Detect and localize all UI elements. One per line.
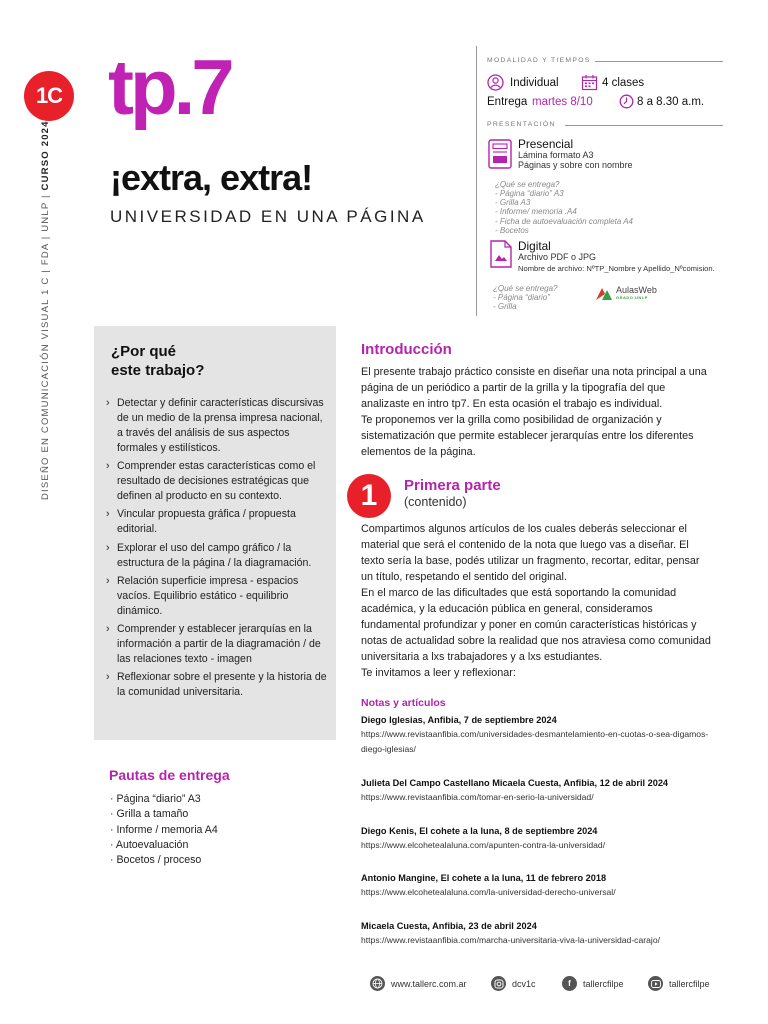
presencial-items xyxy=(495,189,633,235)
note-item xyxy=(361,871,721,900)
note-link[interactable]: https://www.elcohetealaluna.com/apunten-contra-la-universidad/ xyxy=(361,840,606,850)
footer-web-label: www.tallerc.com.ar xyxy=(391,978,467,989)
why-item: › Detectar y definir características discursivas de un medio de la prensa impresa nacional, a través del análisis de sus aspectos formales y estilísticos. xyxy=(106,396,328,456)
why-item: › Explorar el uso del campo gráfico / la estructura de la página / la diagramación. xyxy=(106,541,328,571)
note-link[interactable]: https://www.revistaanfibia.com/universidades-desmantelamiento-en-cuotas-o-sea-digamos-diego-iglesias/ xyxy=(361,729,709,754)
notes-heading: Notas y artículos xyxy=(361,697,446,709)
why-title xyxy=(111,342,204,380)
modalidad-label: MODALIDAD Y TIEMPOS xyxy=(487,57,591,64)
note-link[interactable]: https://www.revistaanfibia.com/tomar-en-serio-la-universidad/ xyxy=(361,792,594,802)
pautas-title: Pautas de entrega xyxy=(109,767,230,783)
note-item xyxy=(361,919,721,948)
why-item: › Relación superficie impresa - espacios vacíos. Equilibrio estático - equilibrio dinámico. xyxy=(106,574,328,619)
paragraph: En el marco de las dificultades que está soportando la comunidad académica, y la educación pública en general, consideramos fundamental profundizar y poner en común características históricas y notas de actualidad sobre la realidad que nos atraviesa como comunidad universitaria a lxs trabajadores y a lxs estudiantes. xyxy=(361,587,711,663)
headline: ¡extra, extra! xyxy=(110,157,313,198)
intro-text xyxy=(361,364,711,460)
deliverable-item: - Grilla A3 xyxy=(495,198,531,208)
digital-items xyxy=(493,293,550,311)
deliverable-item: - Página “diario” A3 xyxy=(495,189,564,198)
calendar-icon xyxy=(581,74,598,91)
note-link[interactable]: https://www.revistaanfibia.com/marcha-universitaria-viva-la-universidad-carajo/ xyxy=(361,935,660,945)
note-title: Micaela Cuesta, Anfibia, 23 de abril 2024 xyxy=(361,921,537,931)
presencial-line2: Páginas y sobre con nombre xyxy=(518,160,633,170)
divider xyxy=(565,125,723,126)
digital-line2: Nombre de archivo: NºTP_Nombre y Apellido_Nºcomision. xyxy=(518,264,715,273)
pautas-item: · Bocetos / proceso xyxy=(110,853,218,868)
note-item xyxy=(361,824,721,853)
deliverable-item: - Bocetos xyxy=(495,225,529,235)
user-icon xyxy=(487,74,504,91)
paragraph: Te invitamos a leer y reflexionar: xyxy=(361,667,516,679)
why-item: › Comprender y establecer jerarquías en la información a partir de la diagramación / de las relaciones texto - imagen xyxy=(106,622,328,667)
vertical-course-label xyxy=(40,80,51,500)
deliverable-item: - Informe/ memoria .A4 xyxy=(495,207,577,217)
part1-subtitle: (contenido) xyxy=(404,495,467,509)
intro-title: Introducción xyxy=(361,341,452,358)
why-list xyxy=(106,396,328,703)
why-item: › Vincular propuesta gráfica / propuesta editorial. xyxy=(106,507,328,537)
part1-text xyxy=(361,521,711,681)
divider xyxy=(595,61,723,62)
footer-facebook-label: tallercfilpe xyxy=(583,978,624,989)
paragraph: Te proponemos ver la grilla como posibilidad de organización y sistematización que permite establecer jerarquías entre los diferentes elementos de la página. xyxy=(361,414,694,458)
aulasweb-icon xyxy=(595,287,613,301)
note-link[interactable]: https://www.elcohetealaluna.com/la-universidad-derecho-universal/ xyxy=(361,887,616,897)
info-panel xyxy=(476,46,726,316)
footer-youtube[interactable] xyxy=(648,976,710,991)
part-number-badge: 1 xyxy=(347,474,391,518)
pautas-list xyxy=(110,792,218,868)
digital-question: ¿Qué se entrega? xyxy=(493,284,558,293)
deliverable-item: - Página “diario” xyxy=(493,293,550,302)
digital-line1: Archivo PDF o JPG xyxy=(518,252,597,262)
youtube-icon xyxy=(648,976,663,991)
why-item: › Reflexionar sobre el presente y la historia de la comunidad universitaria. xyxy=(106,670,328,700)
entrega-date: martes 8/10 xyxy=(532,96,593,108)
printed-sheet-icon xyxy=(488,139,512,169)
aulasweb-sub: GRADO UNLP xyxy=(616,295,648,300)
presencial-title: Presencial xyxy=(518,137,574,151)
facebook-icon: f xyxy=(562,976,577,991)
pautas-item: · Informe / memoria A4 xyxy=(110,823,218,838)
presencial-line1: Lámina formato A3 xyxy=(518,150,594,160)
note-item xyxy=(361,713,721,757)
instagram-icon xyxy=(491,976,506,991)
page-title: tp.7 xyxy=(108,43,231,131)
aulasweb-logo[interactable] xyxy=(595,286,657,302)
pautas-item: · Autoevaluación xyxy=(110,838,218,853)
presentacion-label: PRESENTACIÓN xyxy=(487,121,556,128)
course-badge: 1C xyxy=(24,71,74,121)
footer xyxy=(370,976,730,994)
presencial-question: ¿Qué se entrega? xyxy=(495,180,560,189)
aulasweb-name: AulasWeb xyxy=(616,285,657,295)
why-title-line1: ¿Por qué xyxy=(111,343,177,360)
footer-web[interactable] xyxy=(370,976,467,991)
note-title: Julieta Del Campo Castellano Micaela Cuesta, Anfibia, 12 de abril 2024 xyxy=(361,778,669,788)
deliverable-item: - Ficha de autoevaluación completa A4 xyxy=(495,216,634,226)
entrega-time: 8 a 8.30 a.m. xyxy=(637,96,705,108)
note-title: Antonio Mangine, El cohete a la luna, 11 de febrero 2018 xyxy=(361,873,607,883)
footer-instagram-label: dcv1c xyxy=(512,978,536,989)
subtitle: UNIVERSIDAD EN UNA PÁGINA xyxy=(110,207,426,226)
paragraph: Compartimos algunos artículos de los cuales deberás seleccionar el material que será el contenido de la nota que luego vas a diseñar. El texto sería la base, podés utilizar un fragmento, recortar, editar, pensar un título, respetando el sentido del original. xyxy=(361,523,700,583)
digital-title: Digital xyxy=(518,239,551,253)
note-title: Diego Kenis, El cohete a la luna, 8 de septiembre 2024 xyxy=(361,826,598,836)
footer-facebook[interactable] xyxy=(562,976,624,991)
why-box xyxy=(94,326,336,740)
modalidad-clases: 4 clases xyxy=(602,77,645,89)
clock-icon xyxy=(619,94,634,109)
globe-icon xyxy=(370,976,385,991)
vertical-course-prefix: DISEÑO EN COMUNICACIÓN VISUAL 1 C | FDA | UNLP | xyxy=(40,190,51,500)
entrega-label: Entrega xyxy=(487,96,528,108)
pautas-item: · Página “diario” A3 xyxy=(110,792,218,807)
note-item xyxy=(361,776,721,805)
paragraph: El presente trabajo práctico consiste en diseñar una nota principal a una página de un periódico a partir de la grilla y la tipografía del que analizaste en intro tp7. En esta ocasión el trabajo es individual. xyxy=(361,366,707,410)
footer-instagram[interactable] xyxy=(491,976,536,991)
pautas-item: · Grilla a tamaño xyxy=(110,807,218,822)
vertical-course-year: CURSO 2024 xyxy=(40,120,51,191)
why-item: › Comprender estas características como el resultado de decisiones estratégicas que definen al producto en su contexto. xyxy=(106,459,328,504)
why-title-line2: este trabajo? xyxy=(111,362,205,379)
part1-title: Primera parte xyxy=(404,477,501,494)
footer-youtube-label: tallercfilpe xyxy=(669,978,710,989)
modalidad-individual: Individual xyxy=(510,77,559,89)
digital-file-icon xyxy=(490,240,512,268)
note-title: Diego Iglesias, Anfibia, 7 de septiembre 2024 xyxy=(361,715,557,725)
deliverable-item: - Grilla xyxy=(493,302,517,312)
